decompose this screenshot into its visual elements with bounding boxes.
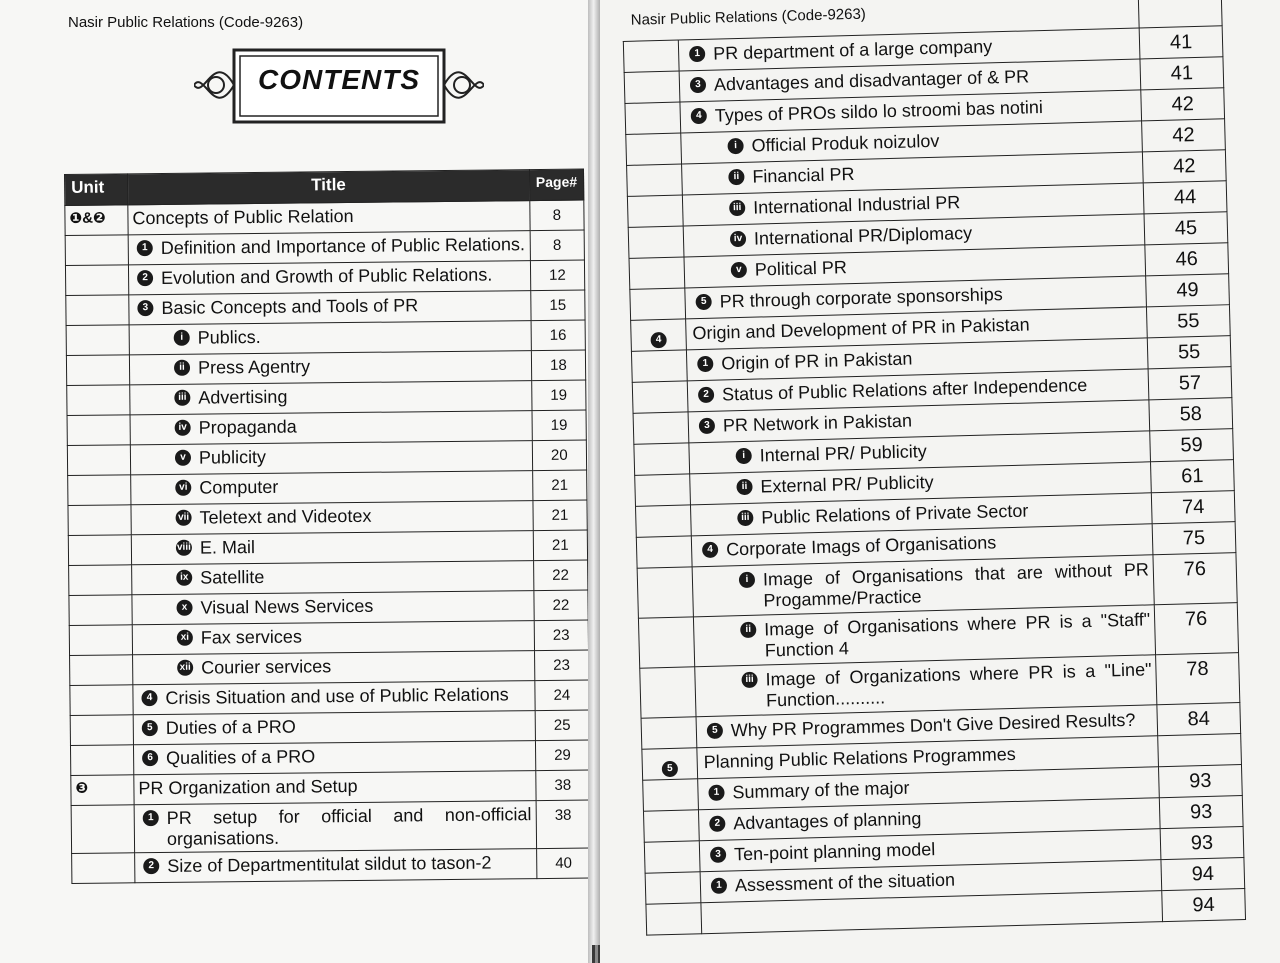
entry-title: Planning Public Relations Programmes bbox=[703, 743, 1017, 772]
title-cell bbox=[128, 261, 530, 295]
page-number-cell: 55 bbox=[1147, 335, 1231, 368]
page-number-cell: 41 bbox=[1139, 25, 1223, 58]
unit-cell bbox=[631, 318, 687, 350]
bullet-number-icon: iii bbox=[737, 509, 753, 525]
bullet-number-icon: 2 bbox=[709, 815, 725, 831]
title-cell bbox=[131, 471, 533, 505]
unit-cell bbox=[628, 225, 684, 257]
unit-cell bbox=[66, 295, 129, 326]
page-number-cell: 19 bbox=[532, 410, 587, 441]
page-number-cell: 93 bbox=[1160, 826, 1244, 859]
page-number-cell: 19 bbox=[531, 380, 586, 411]
entry-title: Official Produk noizulov bbox=[751, 130, 940, 156]
bullet-number-icon: 5 bbox=[142, 720, 158, 736]
bullet-number-icon: 1 bbox=[689, 45, 705, 61]
page-number-cell: 76 bbox=[1153, 552, 1237, 604]
page-number-cell: 23 bbox=[534, 650, 589, 681]
bullet-number-icon: ii bbox=[740, 621, 756, 637]
page-number-cell: 55 bbox=[1146, 304, 1230, 337]
bullet-number-icon: iii bbox=[174, 390, 190, 406]
title-cell bbox=[130, 441, 532, 475]
bullet-number-icon: i bbox=[739, 571, 755, 587]
left-contents-table bbox=[64, 169, 590, 884]
unit-cell bbox=[627, 163, 683, 195]
entry-title: Why PR Programmes Don't Give Desired Results? bbox=[730, 709, 1136, 740]
unit-number-badge: 4 bbox=[650, 331, 666, 347]
entry-title: Basic Concepts and Tools of PR bbox=[161, 295, 419, 318]
page-number-cell: 44 bbox=[1143, 180, 1227, 213]
page-number-cell: 94 bbox=[1161, 857, 1245, 890]
page-number-cell: 8 bbox=[530, 200, 585, 231]
page-number-cell: 59 bbox=[1150, 428, 1234, 461]
title-column-header: Title bbox=[128, 170, 530, 205]
bullet-number-icon: v bbox=[175, 450, 191, 466]
bullet-number-icon: iii bbox=[741, 671, 757, 687]
bullet-number-icon: xii bbox=[177, 660, 193, 676]
entry-title: Propaganda bbox=[198, 416, 297, 438]
bullet-number-icon: 1 bbox=[137, 240, 153, 256]
bullet-number-icon: i bbox=[727, 137, 743, 153]
entry-title: External PR/ Publicity bbox=[760, 471, 934, 497]
title-cell bbox=[129, 291, 531, 325]
unit-cell bbox=[65, 235, 128, 266]
title-cell bbox=[133, 651, 535, 685]
unit-cell bbox=[643, 778, 699, 810]
page-number-cell: 21 bbox=[532, 470, 587, 501]
page-number-cell: 94 bbox=[1162, 888, 1246, 921]
title-cell bbox=[133, 681, 535, 715]
bullet-number-icon: i bbox=[174, 330, 190, 346]
title-cell bbox=[130, 411, 532, 445]
entry-title: Publicity bbox=[198, 446, 267, 468]
entry-title: Courier services bbox=[201, 656, 332, 678]
unit-cell bbox=[643, 809, 699, 841]
entry-title: Types of PROs sildo lo stroomi bas notini bbox=[714, 96, 1044, 126]
bullet-number-icon: vi bbox=[175, 480, 191, 496]
entry-title: PR Network in Pakistan bbox=[722, 410, 913, 435]
page-number-cell: 75 bbox=[1152, 521, 1236, 554]
unit-cell: ❶&❷ bbox=[65, 205, 128, 236]
unit-cell bbox=[645, 871, 701, 903]
entry-title: Public Relations of Private Sector bbox=[761, 500, 1029, 528]
unit-cell bbox=[67, 445, 130, 476]
title-cell bbox=[130, 381, 532, 415]
left-page bbox=[0, 0, 590, 963]
page-number-cell: 42 bbox=[1142, 118, 1226, 151]
bullet-number-icon: ix bbox=[176, 570, 192, 586]
page-column-header: Page# bbox=[529, 169, 584, 201]
bullet-number-icon: ii bbox=[174, 360, 190, 376]
page-number-cell: 42 bbox=[1141, 87, 1225, 120]
title-cell bbox=[135, 849, 537, 883]
page-number-cell: 40 bbox=[536, 848, 590, 879]
entry-title: Qualities of a PRO bbox=[166, 746, 316, 768]
page-number-cell: 49 bbox=[1146, 273, 1230, 306]
unit-cell bbox=[636, 535, 692, 567]
unit-cell bbox=[66, 325, 129, 356]
contents-heading: CONTENTS bbox=[258, 64, 420, 95]
unit-cell bbox=[70, 685, 133, 716]
entry-title: Image of Organisations where PR is a "Staff" Function 4 bbox=[763, 608, 1151, 660]
bullet-number-icon: ii bbox=[728, 168, 744, 184]
page-number-cell: 23 bbox=[534, 620, 589, 651]
entry-title: Image of Organisations that are without PR Progamme/Practice bbox=[762, 558, 1150, 610]
page-number-cell: 38 bbox=[536, 800, 590, 849]
page-number-cell: 22 bbox=[533, 560, 588, 591]
bullet-number-icon: ii bbox=[736, 478, 752, 494]
title-cell bbox=[129, 351, 531, 385]
unit-cell bbox=[68, 475, 131, 506]
entry-title: Corporate Imags of Organisations bbox=[725, 531, 997, 559]
entry-title: Publics. bbox=[197, 326, 261, 348]
unit-cell bbox=[70, 745, 133, 776]
left-page-header: Nasir Public Relations (Code-9263) bbox=[68, 14, 304, 31]
unit-cell bbox=[627, 194, 683, 226]
unit-cell bbox=[68, 535, 131, 566]
entry-title: Financial PR bbox=[752, 163, 855, 187]
bullet-number-icon: 4 bbox=[141, 690, 157, 706]
page-number-cell: 16 bbox=[531, 320, 586, 351]
page-number-cell: 74 bbox=[1151, 490, 1235, 523]
title-cell bbox=[133, 741, 535, 775]
page-number-cell: 42 bbox=[1142, 149, 1226, 182]
entry-title: Origin and Development of PR in Pakistan bbox=[692, 313, 1030, 343]
bullet-number-icon: i bbox=[735, 447, 751, 463]
unit-cell bbox=[69, 595, 132, 626]
bullet-number-icon: iii bbox=[729, 199, 745, 215]
title-cell bbox=[132, 621, 534, 655]
unit-cell bbox=[633, 411, 689, 443]
entry-title: Definition and Importance of Public Relations. bbox=[160, 234, 526, 258]
unit-cell bbox=[637, 566, 693, 617]
unit-cell bbox=[629, 256, 685, 288]
entry-title: PR department of a large company bbox=[712, 35, 993, 64]
title-cell bbox=[129, 321, 531, 355]
unit-cell: ❸ bbox=[71, 775, 134, 806]
page-number-cell: 24 bbox=[535, 680, 590, 711]
bullet-number-icon: 3 bbox=[690, 76, 706, 92]
right-page bbox=[600, 0, 1280, 963]
bullet-number-icon: 1 bbox=[708, 784, 724, 800]
page-number-cell: 45 bbox=[1144, 211, 1228, 244]
bullet-number-icon: v bbox=[731, 261, 747, 277]
unit-cell bbox=[69, 625, 132, 656]
unit-cell bbox=[632, 380, 688, 412]
unit-cell bbox=[65, 265, 128, 296]
unit-cell bbox=[630, 287, 686, 319]
entry-title: PR Organization and Setup bbox=[138, 775, 358, 799]
title-cell bbox=[131, 531, 533, 565]
bullet-number-icon: 1 bbox=[143, 810, 159, 826]
entry-title: Status of Public Relations after Independence bbox=[721, 374, 1088, 405]
entry-title: E. Mail bbox=[199, 537, 256, 558]
bullet-number-icon: 5 bbox=[707, 722, 723, 738]
entry-title: Advertising bbox=[198, 386, 288, 408]
unit-cell bbox=[68, 505, 131, 536]
bullet-number-icon: iv bbox=[175, 420, 191, 436]
entry-title: Evolution and Growth of Public Relations. bbox=[160, 264, 493, 288]
entry-title: PR setup for official and non-official organisations. bbox=[166, 804, 532, 849]
entry-title: Visual News Services bbox=[200, 595, 374, 618]
bullet-number-icon: 1 bbox=[711, 877, 727, 893]
entry-title: Political PR bbox=[754, 256, 848, 280]
right-page-header: Nasir Public Relations (Code-9263) bbox=[630, 5, 867, 29]
bullet-number-icon: 6 bbox=[142, 750, 158, 766]
unit-cell bbox=[646, 902, 702, 934]
unit-cell bbox=[70, 655, 133, 686]
entry-title: Summary of the major bbox=[732, 777, 910, 802]
entry-title: Origin of PR in Pakistan bbox=[721, 348, 913, 374]
title-cell bbox=[132, 561, 534, 595]
page-number-cell: 18 bbox=[531, 350, 586, 381]
page-number-cell: 61 bbox=[1150, 459, 1234, 492]
page-number-cell: 58 bbox=[1149, 397, 1233, 430]
entry-title: Teletext and Videotex bbox=[199, 505, 372, 528]
unit-column-header: Unit bbox=[65, 174, 128, 206]
bullet-number-icon: 3 bbox=[699, 417, 715, 433]
unit-number-badge: 5 bbox=[662, 760, 678, 776]
unit-cell bbox=[625, 102, 681, 134]
right-contents-table bbox=[622, 0, 1246, 935]
bullet-number-icon: 2 bbox=[137, 270, 153, 286]
unit-cell bbox=[635, 504, 691, 536]
title-cell bbox=[132, 591, 534, 625]
entry-title: International Industrial PR bbox=[752, 191, 961, 218]
unit-cell bbox=[67, 385, 130, 416]
unit-cell bbox=[644, 840, 700, 872]
page-number-cell: 12 bbox=[530, 260, 585, 291]
unit-cell bbox=[640, 666, 696, 717]
contents-banner bbox=[194, 40, 484, 130]
unit-cell bbox=[631, 349, 687, 381]
bullet-number-icon: viii bbox=[176, 540, 192, 556]
page-number-cell: 22 bbox=[534, 590, 589, 621]
bullet-number-icon: 4 bbox=[702, 541, 718, 557]
bullet-number-icon: 4 bbox=[691, 107, 707, 123]
page-number-cell: 8 bbox=[530, 230, 585, 261]
entry-title: Internal PR/ Publicity bbox=[759, 440, 927, 466]
table-row bbox=[72, 848, 590, 883]
page-number-cell: 25 bbox=[535, 710, 590, 741]
title-cell bbox=[133, 711, 535, 745]
page-number-cell: 93 bbox=[1159, 795, 1243, 828]
entry-title: Fax services bbox=[200, 626, 302, 648]
entry-title: Computer bbox=[199, 476, 279, 498]
bullet-number-icon: 3 bbox=[137, 300, 153, 316]
entry-title: Crisis Situation and use of Public Relations bbox=[165, 684, 509, 708]
bullet-number-icon: x bbox=[176, 600, 192, 616]
entry-title: Satellite bbox=[200, 566, 265, 588]
bullet-number-icon: 3 bbox=[710, 846, 726, 862]
entry-title: Ten-point planning model bbox=[733, 838, 936, 864]
page-number-cell: 57 bbox=[1148, 366, 1232, 399]
unit-cell bbox=[70, 715, 133, 746]
bullet-number-icon: xi bbox=[177, 630, 193, 646]
title-cell bbox=[128, 201, 530, 235]
unit-cell bbox=[626, 133, 682, 165]
page-number-cell: 76 bbox=[1154, 602, 1238, 654]
entry-title: Image of Organizations where PR is a "Line" Function.......... bbox=[765, 658, 1152, 710]
page-number-cell: 78 bbox=[1156, 652, 1240, 704]
page-number-cell: 46 bbox=[1145, 242, 1229, 275]
bullet-number-icon: 5 bbox=[695, 293, 711, 309]
bullet-number-icon: 2 bbox=[143, 858, 159, 874]
page-number-cell: 20 bbox=[532, 440, 587, 471]
unit-cell bbox=[634, 442, 690, 474]
unit-cell bbox=[66, 355, 129, 386]
page-number-cell: 21 bbox=[533, 530, 588, 561]
bullet-number-icon: iv bbox=[730, 230, 746, 246]
entry-title: Concepts of Public Relation bbox=[132, 205, 354, 229]
entry-title: Assessment of the situation bbox=[734, 869, 956, 895]
title-cell bbox=[134, 771, 536, 805]
page-number-cell: 15 bbox=[530, 290, 585, 321]
unit-cell bbox=[624, 71, 680, 103]
entry-title: PR through corporate sponsorships bbox=[719, 283, 1003, 312]
page-number-cell: 84 bbox=[1157, 702, 1241, 735]
title-cell bbox=[131, 501, 533, 535]
page-number-cell: 29 bbox=[535, 740, 590, 771]
page-number-cell bbox=[1158, 733, 1242, 766]
title-cell bbox=[134, 801, 536, 853]
page-number-cell: 38 bbox=[536, 770, 590, 801]
unit-cell bbox=[642, 747, 698, 779]
entry-title: Duties of a PRO bbox=[165, 716, 296, 738]
unit-cell bbox=[69, 565, 132, 596]
bullet-number-icon: 1 bbox=[697, 355, 713, 371]
entry-title: Advantages of planning bbox=[733, 807, 922, 833]
unit-cell bbox=[71, 805, 134, 854]
bullet-number-icon: 2 bbox=[698, 386, 714, 402]
page-number-cell: 93 bbox=[1158, 764, 1242, 797]
entry-title: Advantages and disadvantager of & PR bbox=[713, 65, 1030, 95]
unit-cell bbox=[67, 415, 130, 446]
bullet-number-icon: vii bbox=[176, 510, 192, 526]
entry-title: International PR/Diplomacy bbox=[753, 222, 973, 249]
page-number-cell: 41 bbox=[1140, 56, 1224, 89]
unit-cell bbox=[641, 716, 697, 748]
unit-cell bbox=[72, 853, 135, 884]
unit-cell bbox=[638, 616, 694, 667]
unit-cell bbox=[623, 40, 679, 72]
title-cell bbox=[128, 231, 530, 265]
unit-cell bbox=[635, 473, 691, 505]
page-number-cell: 21 bbox=[533, 500, 588, 531]
entry-title: Size of Departmentitulat sildut to tason-2 bbox=[167, 852, 492, 876]
table-row bbox=[71, 800, 590, 853]
entry-title: Press Agentry bbox=[197, 356, 311, 378]
